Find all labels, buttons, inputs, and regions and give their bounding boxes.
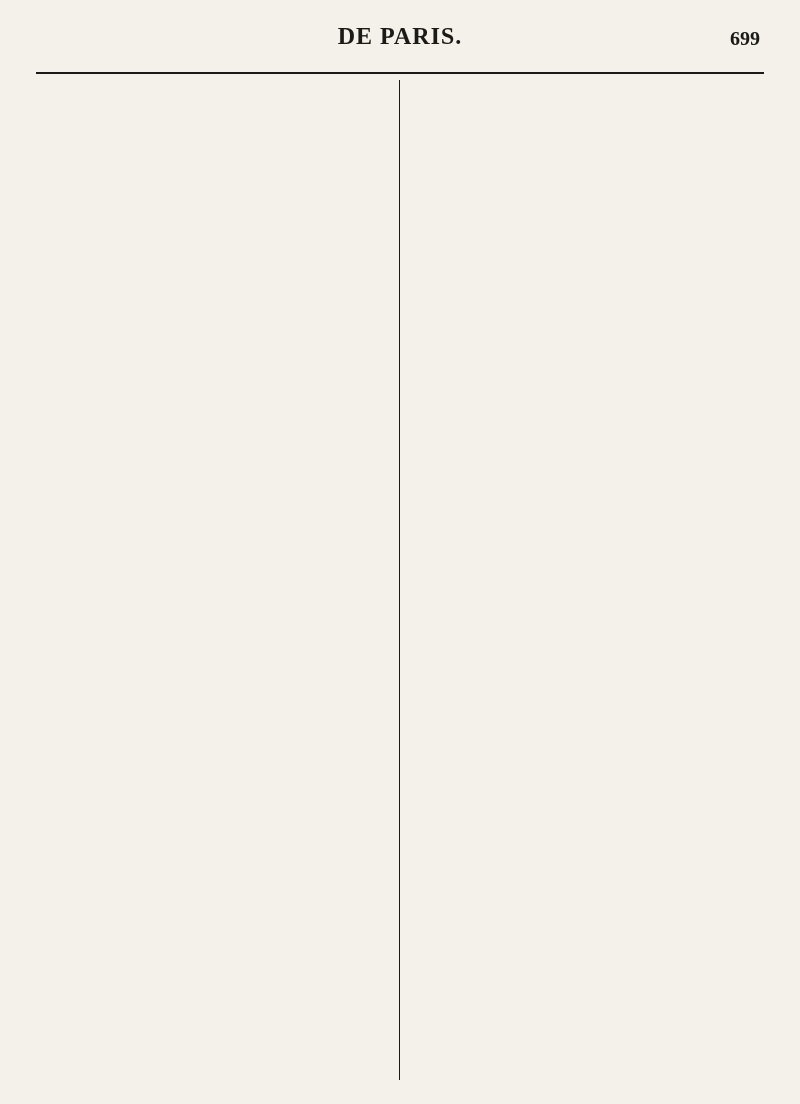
column-divider (399, 80, 400, 1080)
left-column (36, 80, 388, 1080)
page-title: DE PARIS. (337, 24, 463, 50)
page-number: 699 (730, 28, 760, 50)
right-column (412, 80, 764, 1080)
running-head (36, 24, 764, 74)
